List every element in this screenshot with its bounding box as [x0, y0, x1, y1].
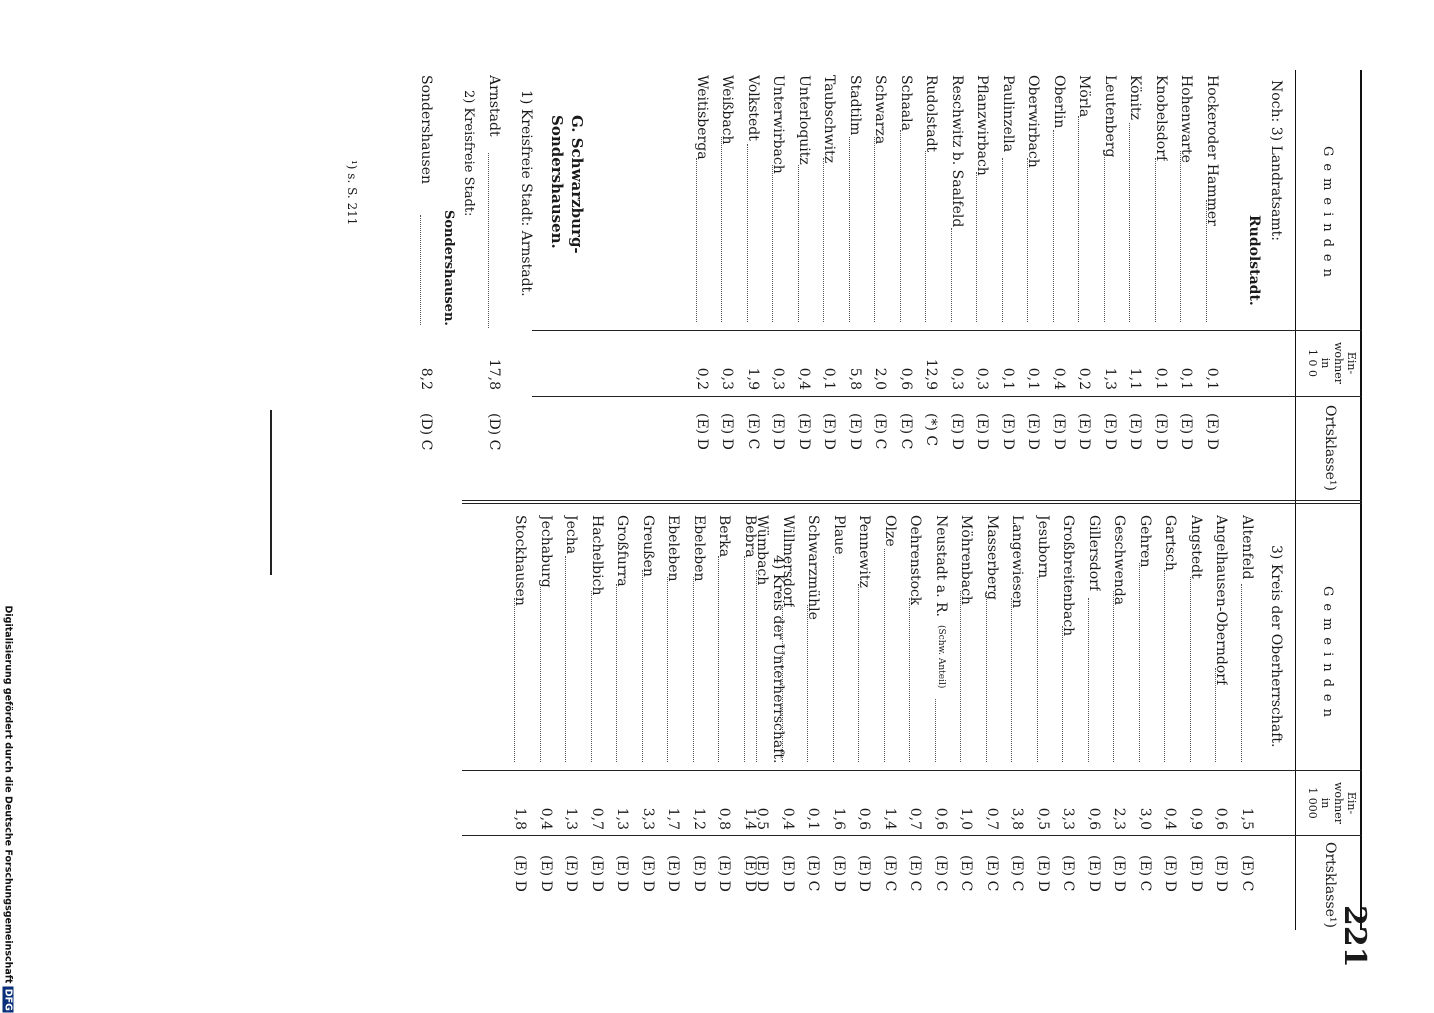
- right2-row: [635, 515, 660, 935]
- right-row: [1132, 515, 1157, 935]
- left-name: Weitisberga: [694, 75, 710, 160]
- right2-value: 0,8: [716, 807, 733, 830]
- right-row: [801, 515, 826, 935]
- left-value: 0,3: [770, 367, 787, 390]
- right-value: 1,4: [882, 807, 898, 830]
- left-row: [1123, 75, 1148, 500]
- right-name: Masserberg: [984, 515, 1000, 600]
- left-name: Taubschwitz: [821, 75, 838, 164]
- right-value: 0,4: [780, 807, 796, 830]
- left-name: Leutenberg: [1102, 75, 1118, 158]
- right2-row: [712, 515, 737, 935]
- right2-value: 3,3: [640, 807, 656, 830]
- left-class: (E) D: [1025, 413, 1042, 450]
- left-value: 0,6: [898, 367, 914, 390]
- left-row: [740, 75, 765, 500]
- right-name: Willmersdorf: [780, 515, 796, 608]
- right-row: [1005, 515, 1030, 935]
- left-row: [791, 75, 816, 500]
- right-row: [1107, 515, 1132, 935]
- right2-class: (E) D: [538, 855, 554, 892]
- right-value: 0,7: [907, 807, 924, 830]
- right-value: 1,5: [1239, 807, 1255, 830]
- right2-name: Großfurra: [614, 515, 631, 587]
- left-row: [1148, 75, 1173, 500]
- right-name: Oehrenstock: [907, 515, 924, 606]
- right-name: Möhrenbach: [958, 515, 975, 605]
- left-class: (E) D: [821, 413, 838, 450]
- right2-name: Bebra: [742, 515, 758, 558]
- left-name: Oberlin: [1051, 75, 1067, 129]
- right-value: 0,6: [856, 807, 873, 830]
- right2-row: [661, 515, 686, 935]
- left-class: (E) D: [1204, 413, 1220, 450]
- right-value: 0,7: [984, 807, 1000, 830]
- right2-class: (E) D: [691, 855, 707, 892]
- left-value: 0,1: [1025, 367, 1042, 390]
- right-name: Neustadt a. R.: [933, 515, 949, 617]
- right-class: (E) C: [933, 855, 949, 892]
- dash-rule: [270, 410, 272, 575]
- center-divider: [462, 500, 1362, 504]
- left-row: [944, 75, 969, 500]
- right-value: 0,1: [805, 807, 822, 830]
- right2-class: (E) D: [640, 855, 656, 892]
- left-name: Hohenwarte: [1178, 75, 1195, 163]
- right2-name: Stockhausen: [512, 515, 529, 606]
- right-row: [979, 515, 1004, 935]
- arnstadt-row: Arnstadt 17,8 (D) C: [486, 75, 502, 451]
- left-value: 1,9: [745, 367, 761, 390]
- left-value: 0,4: [796, 367, 812, 390]
- right-value: 0,6: [933, 807, 949, 830]
- left-value: 1,3: [1102, 367, 1118, 390]
- right-class: (E) D: [1035, 855, 1051, 892]
- right2-class: (E) D: [665, 855, 682, 892]
- right-row: [928, 515, 953, 935]
- right-row: [903, 515, 928, 935]
- right-class: (E) D: [856, 855, 873, 892]
- left-class: (E) C: [745, 413, 761, 450]
- left-einwohner-header: Ein- wohner in 1 0 0: [1306, 342, 1358, 384]
- right-class: (E) D: [780, 855, 796, 892]
- left-value: 5,8: [847, 367, 863, 390]
- left-class: (*) C: [923, 413, 940, 447]
- right-class: (E) D: [1188, 855, 1204, 892]
- left-row: [766, 75, 791, 500]
- left-name: Mörla: [1076, 75, 1093, 118]
- right-class: (E) C: [984, 855, 1000, 892]
- left-class: (E) D: [1127, 413, 1144, 450]
- left-name: Unterloquitz: [796, 75, 812, 165]
- left-class: (E) C: [898, 413, 914, 450]
- right-class: (E) C: [958, 855, 975, 892]
- right2-row: [559, 515, 584, 935]
- right-class: (E) C: [805, 855, 822, 892]
- sub2-label: 2) Kreisfreie Stadt:: [461, 90, 476, 217]
- note: (Schw. Anteil): [936, 625, 946, 689]
- left-row: [868, 75, 893, 500]
- right-row: [826, 515, 851, 935]
- right2-class: (E) D: [614, 855, 631, 892]
- left-gemeinden-header: Gemeinden: [1320, 145, 1335, 285]
- right-class: (E) D: [1162, 855, 1179, 892]
- right2-row: [737, 515, 762, 935]
- right2-class: (E) D: [563, 855, 580, 892]
- left-value: 0,3: [949, 367, 965, 390]
- left-value: 0,2: [694, 367, 710, 390]
- left-row: [817, 75, 842, 500]
- right2-row: [686, 515, 711, 935]
- right-row: [852, 515, 877, 935]
- right-class: (E) C: [907, 855, 924, 892]
- right2-value: 1,3: [563, 807, 580, 830]
- right-value: 0,9: [1188, 807, 1204, 830]
- right-row: [1158, 515, 1183, 935]
- left-value: 0,3: [974, 367, 991, 390]
- right-value: 2,3: [1111, 807, 1128, 830]
- right-class: (E) C: [1009, 855, 1026, 892]
- sub2-label-bold: Sondershausen.: [441, 210, 456, 326]
- footnote: ¹) s. S. 211: [345, 160, 359, 226]
- left-value: 12,9: [923, 358, 940, 390]
- right-row: [1081, 515, 1106, 935]
- right2-class: (E) D: [512, 855, 529, 892]
- right-name: Plaue: [831, 515, 847, 555]
- left-value: 1,1: [1127, 367, 1144, 390]
- left-name: Paulinzella: [1000, 75, 1016, 153]
- right2-value: 1,3: [614, 807, 631, 830]
- right-value: 1,0: [958, 807, 975, 830]
- left-row: [970, 75, 995, 500]
- right2-name: Jecha: [563, 515, 580, 555]
- right2-row: [533, 515, 558, 935]
- left-value: 0,4: [1051, 367, 1067, 390]
- left-name: Knobelsdorf: [1153, 75, 1169, 162]
- left-value: 0,1: [1153, 367, 1169, 390]
- right-class: (E) C: [1137, 855, 1153, 892]
- right-name: Angelhausen-Oberndorf: [1213, 515, 1230, 686]
- right-class: (E) D: [831, 855, 847, 892]
- right-value: 0,5: [754, 807, 771, 830]
- left-class: (E) D: [694, 413, 710, 450]
- left-row: [1199, 75, 1224, 500]
- left-class: (E) D: [1102, 413, 1118, 450]
- left-name: Volkstedt: [745, 75, 761, 141]
- right-name: Schwarzmühle: [805, 515, 822, 620]
- right2-name: Ebeleben: [665, 515, 682, 582]
- left-row: [1072, 75, 1097, 500]
- left-class: (E) D: [1000, 413, 1016, 450]
- right2-name: Ebeleben: [691, 515, 707, 582]
- right-row: [954, 515, 979, 935]
- right-ortsklasse-header: Ortsklasse¹): [1322, 841, 1338, 929]
- left-row: [893, 75, 918, 500]
- right-value: 0,6: [1213, 807, 1230, 830]
- left-row: [842, 75, 867, 500]
- left-row: [1097, 75, 1122, 500]
- left-section-subtitle: Rudolstadt.: [1246, 215, 1262, 306]
- left-name: Weißbach: [719, 75, 736, 145]
- left-class: (E) D: [796, 413, 812, 450]
- right-class: (E) C: [1060, 855, 1077, 892]
- right-value: 0,5: [1035, 807, 1051, 830]
- left-class: (E) D: [1051, 413, 1067, 450]
- sondershausen-row: Sondershausen 8,2 (D) C: [418, 75, 434, 451]
- left-name: Stadtilm: [847, 75, 863, 136]
- right-class: (E) D: [754, 855, 771, 892]
- right2-value: 1,8: [512, 807, 529, 830]
- right-class: (E) C: [882, 855, 898, 892]
- left-value: 0,3: [719, 367, 736, 390]
- right-gemeinden-header: Gemeinden: [1320, 585, 1335, 725]
- left-class: (E) D: [949, 413, 965, 450]
- left-class: (E) D: [1178, 413, 1195, 450]
- right-name: Gehren: [1137, 515, 1153, 568]
- right-class: (E) D: [1213, 855, 1230, 892]
- right-section-title: 3) Kreis der Oberherrschaft.: [1268, 545, 1284, 748]
- right2-name: Hachelbich: [589, 515, 605, 596]
- right-name: Pennewitz: [856, 515, 873, 588]
- left-class: (E) D: [719, 413, 736, 450]
- left-name: Oberwirbach: [1025, 75, 1042, 168]
- left-class: (E) D: [847, 413, 863, 450]
- right2-value: 1,2: [691, 807, 707, 830]
- right-value: 3,3: [1060, 807, 1077, 830]
- right2-name: Jechaburg: [538, 515, 554, 588]
- right2-name: Greußen: [640, 515, 656, 577]
- right2-value: 1,4: [742, 807, 758, 830]
- right2-value: 0,7: [589, 807, 605, 830]
- left-class: (E) D: [1153, 413, 1169, 450]
- right-value: 0,6: [1086, 807, 1102, 830]
- left-value: 0,1: [1178, 367, 1195, 390]
- left-class: (E) D: [1076, 413, 1093, 450]
- region-title-1: G. Schwarzburg-: [568, 115, 586, 254]
- right-name: Wümbach: [754, 515, 771, 586]
- left-value: 0,1: [1204, 367, 1220, 390]
- right-class: (E) C: [1239, 855, 1255, 892]
- left-class: (E) D: [974, 413, 991, 450]
- left-name: Unterwirbach: [770, 75, 787, 174]
- left-value: 0,2: [1076, 367, 1093, 390]
- left-row: [919, 75, 944, 500]
- right-class: (E) D: [1086, 855, 1102, 892]
- left-name: Pflanzwirbach: [974, 75, 991, 176]
- right2-class: (E) D: [716, 855, 733, 892]
- right2-class: (E) D: [589, 855, 605, 892]
- side-note: Digitalisierung gefördert durch die Deutsche Forschungsgemeinschaft DFG: [2, 605, 14, 1011]
- left-row: [689, 75, 714, 500]
- left-row: [1046, 75, 1071, 500]
- left-row: [715, 75, 740, 500]
- right2-row: [584, 515, 609, 935]
- right2-row: [610, 515, 635, 935]
- right-name: Angstedt: [1188, 515, 1204, 579]
- left-row: [995, 75, 1020, 500]
- right-row: [1056, 515, 1081, 935]
- right2-class: (E) D: [742, 855, 758, 892]
- left-value: 0,1: [1000, 367, 1016, 390]
- right-name: Geschwenda: [1111, 515, 1128, 606]
- left-value: 0,1: [821, 367, 838, 390]
- right-name: Langewiesen: [1009, 515, 1026, 609]
- left-name: Könitz: [1127, 75, 1144, 121]
- left-name: Hockeroder Hammer: [1204, 75, 1220, 226]
- right-value: 0,4: [1162, 807, 1179, 830]
- right-name: Altenfeld: [1239, 515, 1255, 580]
- right-name: Jesuborn: [1035, 515, 1051, 579]
- right-section2-title: 4) Kreis der Unterherrschaft.: [770, 555, 786, 764]
- left-class: (E) C: [872, 413, 889, 450]
- right-value: 1,6: [831, 807, 847, 830]
- right-name: Gillersdorf: [1086, 515, 1102, 592]
- right-class: (E) D: [1111, 855, 1128, 892]
- left-name: Rudolstadt: [923, 75, 940, 153]
- left-value: 2,0: [872, 367, 889, 390]
- right-value: 3,0: [1137, 807, 1153, 830]
- right-row: [1234, 515, 1259, 935]
- left-class: (E) D: [770, 413, 787, 450]
- left-name: Schwarza: [872, 75, 889, 145]
- sub1-label: 1) Kreisfreie Stadt: Arnstadt.: [518, 90, 534, 297]
- right2-value: 1,7: [665, 807, 682, 830]
- right-name: Olze: [882, 515, 898, 547]
- left-name: Reschwitz b. Saalfeld: [949, 75, 965, 228]
- right-name: Gartsch: [1162, 515, 1179, 571]
- left-ortsklasse-header: Ortsklasse¹): [1322, 404, 1338, 492]
- right-row: [877, 515, 902, 935]
- right-row: [1183, 515, 1208, 935]
- right2-name: Berka: [716, 515, 733, 558]
- left-row: [1174, 75, 1199, 500]
- left-name: Schaala: [898, 75, 914, 131]
- right-row: [1030, 515, 1055, 935]
- left-row: [1021, 75, 1046, 500]
- right-einwohner-header: Ein- wohner in 1 000: [1306, 782, 1358, 824]
- right2-value: 0,4: [538, 807, 554, 830]
- region-title-2: Sondershausen.: [548, 115, 566, 249]
- right-value: 3,8: [1009, 807, 1026, 830]
- right2-row: [508, 515, 533, 935]
- right-row: [1209, 515, 1234, 935]
- dfg-badge: DFG: [2, 988, 14, 1011]
- right-name: Großbreitenbach: [1060, 515, 1077, 637]
- left-section-title: Noch: 3) Landratsamt:: [1268, 80, 1284, 241]
- page-number: 221: [1337, 905, 1372, 968]
